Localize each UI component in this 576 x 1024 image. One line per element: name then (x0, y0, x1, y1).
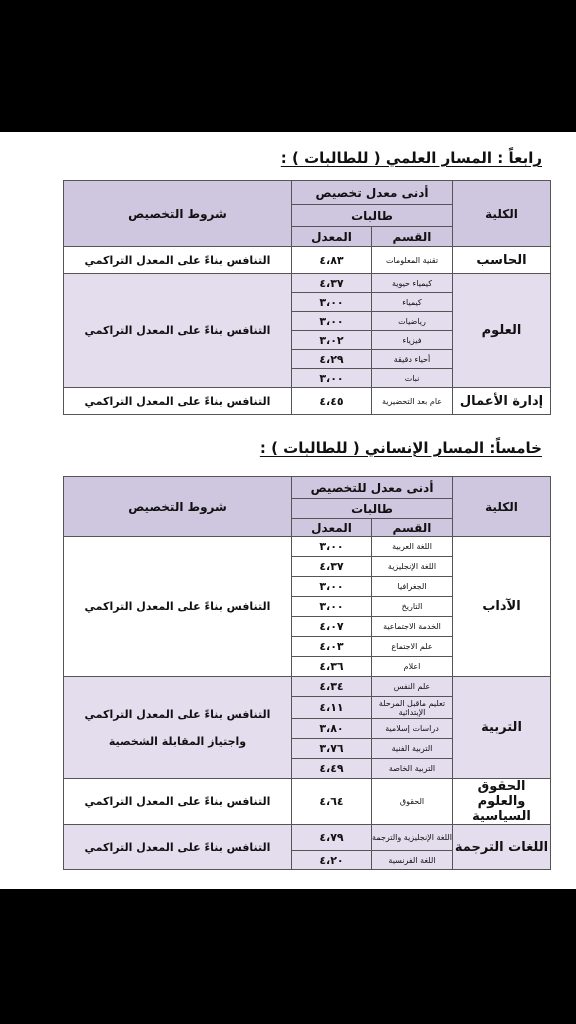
college-name: العلوم (453, 274, 551, 388)
rate-cell: ٣،٠٢ (291, 331, 371, 350)
header-department: القسم (372, 519, 453, 537)
department-cell: التربية الخاصة (372, 759, 453, 779)
rate-cell: ٤،٨٣ (291, 247, 371, 274)
header-conditions: شروط التخصيص (64, 181, 292, 247)
department-cell: تقنية المعلومات (372, 247, 453, 274)
department-cell: اعلام (372, 657, 453, 677)
department-cell: دراسات إسلامية (372, 719, 453, 739)
header-rate: المعدل (292, 519, 372, 537)
department-cell: اللغة العربية (372, 537, 453, 557)
condition-cell: التنافس بناءً على المعدل التراكمي (64, 247, 292, 274)
rate-cell: ٤،٣٧ (291, 274, 371, 293)
rate-cell: ٤،٣٦ (292, 657, 372, 677)
header-department: القسم (372, 227, 453, 247)
condition-cell: التنافس بناءً على المعدل التراكمي (64, 274, 292, 388)
department-cell: التاريخ (372, 597, 453, 617)
document-page (0, 132, 576, 889)
department-cell: الجغرافيا (372, 577, 453, 597)
condition-line-2: واجتياز المقابلة الشخصية (108, 734, 247, 748)
department-cell: عام بعد التحضيرية (372, 388, 453, 415)
section4-table (63, 180, 551, 415)
department-cell: اللغة الإنجليزية (372, 557, 453, 577)
department-cell: اللغة الإنجليزية والترجمة (372, 825, 453, 851)
rate-cell: ٣،٠٠ (292, 577, 372, 597)
table-row (64, 247, 551, 274)
condition-cell (64, 677, 292, 779)
table-row (64, 274, 551, 293)
rate-cell: ٤،٣٧ (292, 557, 372, 577)
table-row (64, 825, 551, 851)
rate-cell: ٣،٠٠ (292, 597, 372, 617)
rate-cell: ٤،٠٧ (292, 617, 372, 637)
department-cell: تعليم ماقبل المرحلة الإبتدائية (372, 697, 453, 719)
department-cell: علم الاجتماع (372, 637, 453, 657)
table-row (64, 388, 551, 415)
rate-cell: ٤،٢٠ (292, 851, 372, 870)
college-name: إدارة الأعمال (453, 388, 551, 415)
department-cell: كيمياء (372, 293, 453, 312)
rate-cell: ٣،٠٠ (292, 537, 372, 557)
condition-cell: التنافس بناءً على المعدل التراكمي (64, 825, 292, 870)
department-cell: علم النفس (372, 677, 453, 697)
condition-cell: التنافس بناءً على المعدل التراكمي (64, 537, 292, 677)
section5-table (63, 476, 551, 870)
college-name: الآداب (453, 537, 551, 677)
college-name: اللغات الترجمة (453, 825, 551, 870)
condition-cell: التنافس بناءً على المعدل التراكمي (64, 388, 292, 415)
section5-heading: خامساً: المسار الإنساني ( للطالبات ) : (259, 439, 542, 457)
rate-cell: ٤،٦٤ (292, 779, 372, 825)
department-cell: الحقوق (372, 779, 453, 825)
header-college: الكلية (453, 181, 551, 247)
college-name: الحقوق والعلوم السياسية (453, 779, 551, 825)
department-cell: الخدمة الاجتماعية (372, 617, 453, 637)
college-name: التربية (453, 677, 551, 779)
header-conditions: شروط التخصيص (64, 477, 292, 537)
college-name: الحاسب (453, 247, 551, 274)
rate-cell: ٤،٣٤ (292, 677, 372, 697)
department-cell: نبات (372, 369, 453, 388)
rate-cell: ٤،٤٥ (291, 388, 371, 415)
rate-cell: ٤،٤٩ (292, 759, 372, 779)
rate-cell: ٣،٧٦ (292, 739, 372, 759)
header-college: الكلية (453, 477, 551, 537)
rate-cell: ٣،٠٠ (291, 293, 371, 312)
table-row (64, 677, 551, 697)
department-cell: كيمياء حيوية (372, 274, 453, 293)
department-cell: التربية الفنية (372, 739, 453, 759)
rate-cell: ٤،٢٩ (291, 350, 371, 369)
header-students: طالبات (291, 205, 452, 227)
condition-line-1: التنافس بناءً على المعدل التراكمي (84, 707, 271, 721)
section4-heading: رابعاً : المسار العلمي ( للطالبات ) : (280, 149, 542, 167)
department-cell: أحياء دقيقة (372, 350, 453, 369)
rate-cell: ٤،١١ (292, 697, 372, 719)
rate-cell: ٣،٠٠ (291, 369, 371, 388)
table-row (64, 779, 551, 825)
header-min-rate: أدنى معدل للتخصيص (292, 477, 453, 499)
department-cell: فيزياء (372, 331, 453, 350)
rate-cell: ٤،٧٩ (292, 825, 372, 851)
header-min-rate: أدنى معدل تخصيص (291, 181, 452, 205)
condition-cell: التنافس بناءً على المعدل التراكمي (64, 779, 292, 825)
header-rate: المعدل (291, 227, 371, 247)
department-cell: رياضيات (372, 312, 453, 331)
rate-cell: ٤،٠٣ (292, 637, 372, 657)
table-row (64, 537, 551, 557)
department-cell: اللغة الفرنسية (372, 851, 453, 870)
rate-cell: ٣،٠٠ (291, 312, 371, 331)
header-students: طالبات (292, 499, 453, 519)
rate-cell: ٣،٨٠ (292, 719, 372, 739)
